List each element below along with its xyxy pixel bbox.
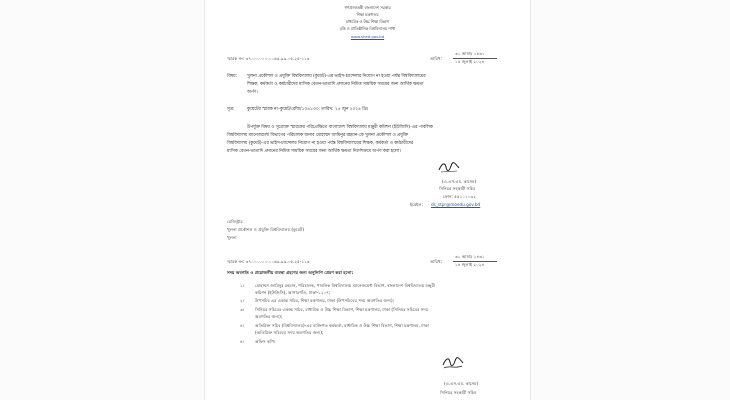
signature-1-designation: সিনিয়র সহকারী সচিব <box>439 186 476 191</box>
subject-line-3: অর্পণ। <box>247 90 258 95</box>
memo-date-label: তারিখ: <box>430 56 443 61</box>
memo-2-number: স্মারক নং: ৩৭.০০.০০০০.০৬৯.৯৯.০৫.২৫-১১৩ <box>227 259 310 264</box>
subject-line-1: খুলনা প্রকৌশল ও প্রযুক্তি বিশ্ববিদ্যালয় (কুয়েট)-এর ভাইস-চ্যান্সেলর নিয়োগ না হওয়া পর্যন্ত বিশ্ববিদ্যালয়ের <box>247 74 426 79</box>
copy-item-number: ১। <box>240 283 245 288</box>
copy-item-line-2: কমিশন (ইউজিসি), আগারগাঁও, ঢাকা-১২০৭; <box>255 290 331 295</box>
memo-2-date-english: ১৪ জুলাই ২০২৪ <box>455 262 485 267</box>
copy-item-line-1: উপসচিব এর একান্ত সচিব, শিক্ষা মন্ত্রণালয়, ঢাকা (উপসচিবের সদয় অবগতির জন্য); <box>255 298 395 303</box>
header-website-link[interactable]: www.shed.gov.bd <box>350 34 385 39</box>
memo-date-bangla: ৩১ আষাঢ় ১৪৩১ <box>455 51 485 56</box>
memo-2-date-bangla: ৩১ আষাঢ় ১৪৩১ <box>455 254 485 259</box>
memo-number: স্মারক নং: ৩৭.০০.০০০০.০৬৯.৯৯.০৫.২৫-১১৩ <box>227 56 310 61</box>
reference-text: কুয়েটের স্মারক নং-কুয়েট/রেজি/১০৪১৩৩; তারিখ: ২৫ জুন ২০২৪ খ্রি। <box>247 107 369 112</box>
copy-item-line-1: মোহাম্মদ জামিনুর রহমান, পরিচালক, পাবলিক বিশ্ববিদ্যালয় ম্যানেজমেন্ট বিভাগ, বাংলাদেশ বিশ্ববিদ্যালয় মঞ্জুরী <box>255 283 435 288</box>
signature-2-designation: সিনিয়র সহকারী সচিব <box>440 390 477 395</box>
copy-item-line-2: অবগতির জন্য); <box>255 314 283 319</box>
header-division: মাধ্যমিক ও উচ্চ শিক্ষা বিভাগ <box>345 19 390 24</box>
copy-item-line-1: অতিরিক্ত সচিব (বিশ্ববিদ্যালয়)-এর ব্যক্তিগত কর্মকর্তা, মাধ্যমিক ও উচ্চ শিক্ষা বিভাগ, শিক্ষা মন্ত্রণালয়, ঢাকা <box>255 323 429 328</box>
copy-item-number: ৪। <box>240 323 245 328</box>
signature-1-email-label: ইমেইল: <box>410 202 423 207</box>
copy-item-number: ৫। <box>240 339 245 344</box>
copy-item-number: ৩। <box>240 307 245 312</box>
body-line-3: বিশ্ববিদ্যালয় (কুয়েট)-এর ভাইস-চ্যান্সেলর নিয়োগ না হওয়া পর্যন্ত বিশ্ববিদ্যালয়ের শিক্ষক, কর্মকর্তা ও কর্মচারীদের <box>227 141 414 146</box>
copy-item-number: ২। <box>240 298 245 303</box>
body-line-4: মাসিক বেতন-ভাতাদি প্রদানের নিমিত্ত সাময়িক সময়ের জন্য আর্থিক ক্ষমতা নির্দেশক্রমে অর্পণ করা হলো। <box>227 149 401 154</box>
copy-list-header: সদয় অবগতি ও প্রয়োজনীয় ব্যবস্থা গ্রহণের জন্য অনুলিপি প্রেরণ করা হলো: <box>227 270 354 275</box>
body-line-2: বিশ্ববিদ্যালয় ম্যানেজমেন্ট বিভাগের পরিচালক জনাব মোহাম্মদ জামিনুর রহমান-কে খুলনা প্রকৌশল ও প্রযুক্তি <box>227 133 409 138</box>
subject-label: বিষয়: <box>227 74 237 79</box>
recipient-line-2: খুলনা <box>227 235 237 240</box>
document-page <box>205 0 530 400</box>
copy-item-line-1: সিনিয়র সচিবের একান্ত সচিব, মাধ্যমিক ও উচ্চ শিক্ষা বিভাগ, শিক্ষা মন্ত্রণালয়, ঢাকা (সিনিয়র সচিবের সদয় <box>255 307 429 312</box>
memo-2-date-label: তারিখ: <box>430 259 443 264</box>
signature-1-name: (এ.এস.এম. কাসেম) <box>442 179 477 184</box>
recipient-label: রেজিস্ট্রার <box>227 219 243 224</box>
copy-item-line-1: অফিস কপি। <box>255 339 276 344</box>
body-line-1: উপর্যুক্ত বিষয় ও সূত্রোক্ত স্মারকের পরিপ্রেক্ষিতে বাংলাদেশ বিশ্ববিদ্যালয় মঞ্জুরী কমিশন (ইউজিসি)-এর পাবলিক <box>247 125 433 130</box>
signature-2-image <box>441 356 465 369</box>
header-government: গণপ্রজাতন্ত্রী বাংলাদেশ সরকার <box>344 5 391 10</box>
signature-2-name: (এ.এস.এম. কাসেম) <box>444 381 479 386</box>
memo-date-english: ১৪ জুলাই ২০২৪ <box>455 59 485 64</box>
recipient-line-1: খুলনা প্রকৌশল ও প্রযুক্তি বিশ্ববিদ্যালয় (কুয়েট) <box>227 227 304 232</box>
header-ministry: শিক্ষা মন্ত্রণালয় <box>356 12 379 17</box>
signature-1-email-link[interactable]: ds_stpr@moedu.gov.bd <box>431 202 481 207</box>
reference-label: সূত্র: <box>227 107 235 112</box>
subject-line-2: শিক্ষক, কর্মকর্তা ও কর্মচারীদের মাসিক বেতন-ভাতাদি প্রদানের নিমিত্ত সাময়িক সময়ের জন্য আর্থিক ক্ষমতা <box>247 82 424 87</box>
header-section: বৃত্তি ও প্রাতিষ্ঠানিক বিশ্ববিদ্যালয় শাখা <box>339 26 396 31</box>
signature-1-image <box>437 161 461 174</box>
signature-1-phone: ফোন: ৫৫১০১০৩২ <box>443 194 476 199</box>
copy-item-line-2: (অতিরিক্ত সচিবের সদয় অবগতির জন্য); <box>255 330 324 335</box>
